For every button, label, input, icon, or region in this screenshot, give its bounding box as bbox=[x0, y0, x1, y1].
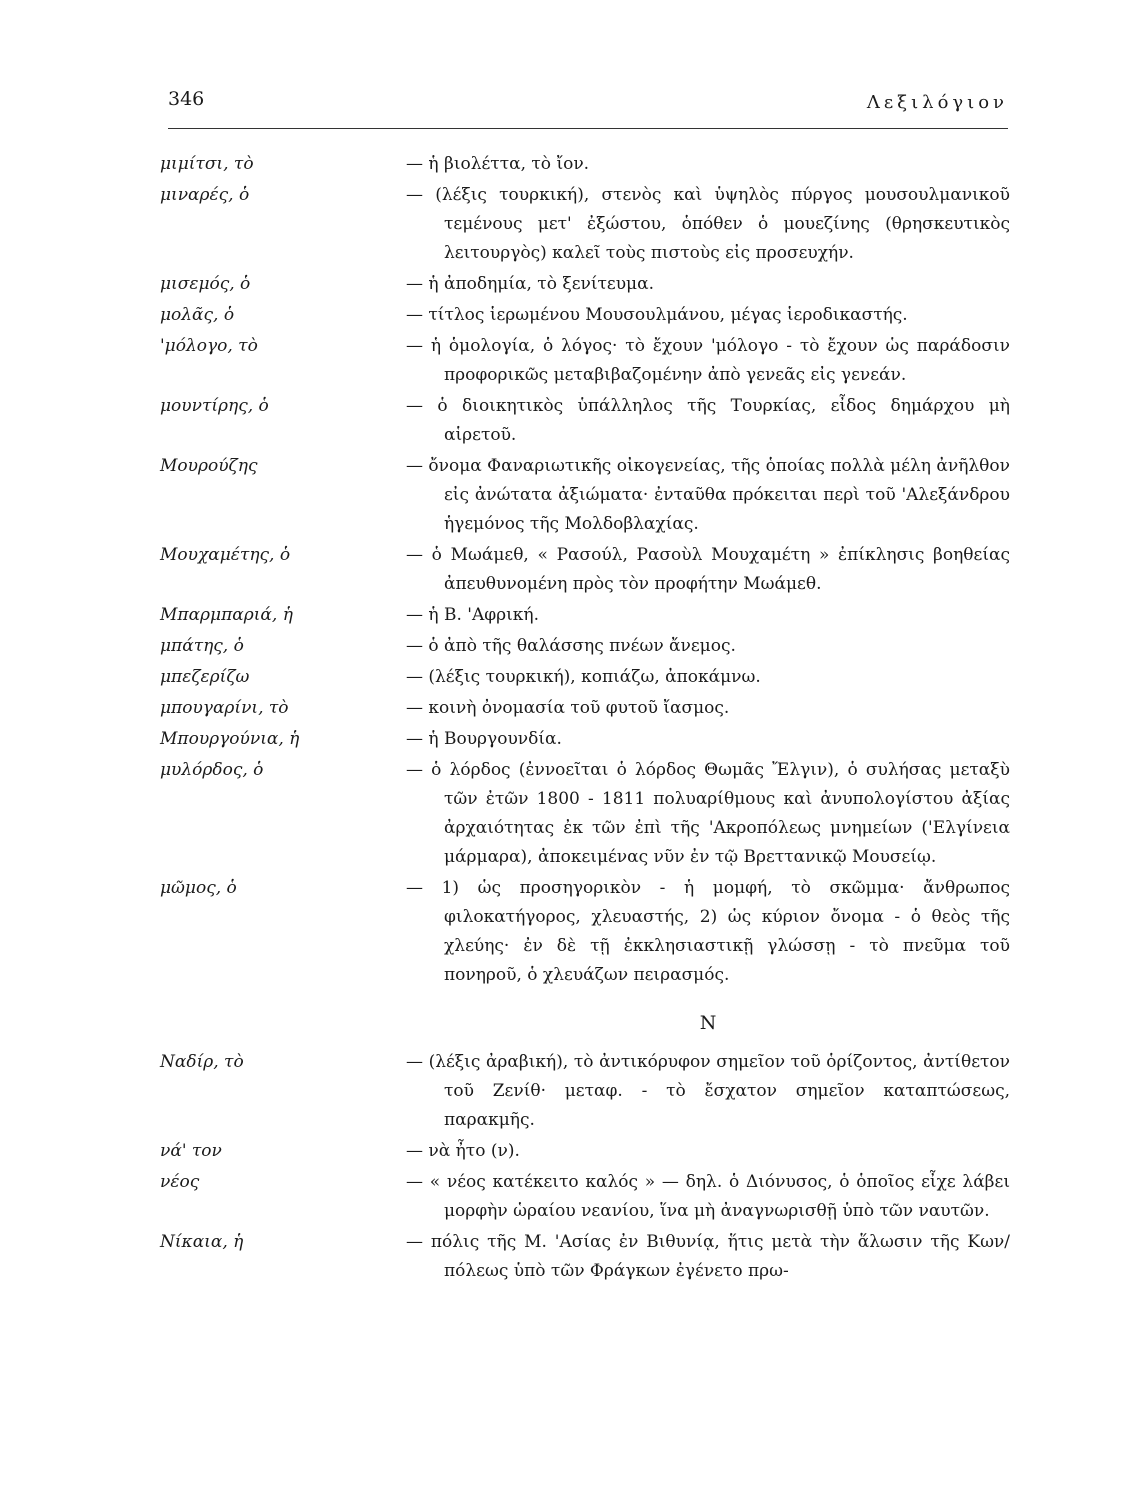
entry-definition: — « νέος κατέκειτο καλός » — δηλ. ὁ Διόνυσος, ὁ ὁποῖος εἶχε λάβει μορφὴν ὡραίου νεανίου, ἵνα μὴ ἀναγνωρισθῇ ὑπὸ τῶν ναυτῶν. bbox=[406, 1172, 1010, 1221]
glossary-entries bbox=[160, 150, 1010, 1288]
entry-definition: — τίτλος ἱερωμένου Μουσουλμάνου, μέγας ἱεροδικαστής. bbox=[406, 305, 908, 325]
entries-section-m bbox=[160, 150, 1010, 990]
glossary-entry bbox=[160, 694, 1010, 723]
glossary-entry bbox=[160, 632, 1010, 661]
entry-definition: — κοινὴ ὀνομασία τοῦ φυτοῦ ἴασμος. bbox=[406, 698, 730, 718]
glossary-entry bbox=[160, 541, 1010, 599]
entry-term: μπουγαρίνι, τὸ bbox=[160, 698, 289, 718]
running-title: Λεξιλόγιον bbox=[866, 92, 1008, 113]
glossary-entry bbox=[160, 1137, 1010, 1166]
entry-term: μπάτης, ὁ bbox=[160, 636, 244, 656]
entry-term: μυλόρδος, ὁ bbox=[160, 760, 264, 780]
glossary-entry bbox=[160, 663, 1010, 692]
entry-definition: — πόλις τῆς Μ. 'Ασίας ἐν Βιθυνίᾳ, ἥτις μετὰ τὴν ἅλωσιν τῆς Κων/πόλεως ὑπὸ τῶν Φράγκων ἐγένετο πρω- bbox=[406, 1232, 1010, 1281]
glossary-entry bbox=[160, 332, 1010, 390]
glossary-entry bbox=[160, 270, 1010, 299]
page-header bbox=[168, 88, 1008, 129]
entry-term: Ναδίρ, τὸ bbox=[160, 1052, 244, 1072]
entry-definition: — ἡ ἀποδημία, τὸ ξενίτευμα. bbox=[406, 274, 654, 294]
entry-definition: — (λέξις τουρκική), κοπιάζω, ἀποκάμνω. bbox=[406, 667, 761, 687]
entry-term: μιναρές, ὁ bbox=[160, 185, 250, 205]
entry-definition: — (λέξις ἀραβική), τὸ ἀντικόρυφον σημεῖον τοῦ ὁρίζοντος, ἀντίθετον τοῦ Ζενίθ· μεταφ. - τὸ ἔσχατον σημεῖον καταπτώσεως, παρακμῆς. bbox=[406, 1052, 1010, 1130]
page-number: 346 bbox=[168, 88, 205, 110]
entry-definition: — νὰ ἦτο (ν). bbox=[406, 1141, 520, 1161]
entry-term: 'μόλογο, τὸ bbox=[160, 336, 258, 356]
entry-definition: — ἡ βιολέττα, τὸ ἴον. bbox=[406, 154, 590, 174]
entry-definition: — ὁ διοικητικὸς ὑπάλληλος τῆς Τουρκίας, εἶδος δημάρχου μὴ αἱρετοῦ. bbox=[406, 396, 1010, 445]
entry-definition: — ἡ ὁμολογία, ὁ λόγος· τὸ ἔχουν 'μόλογο - τὸ ἔχουν ὡς παράδοσιν προφορικῶς μεταβιβαζομένην ἀπὸ γενεᾶς εἰς γενεάν. bbox=[406, 336, 1010, 385]
glossary-entry bbox=[160, 301, 1010, 330]
glossary-entry bbox=[160, 181, 1010, 268]
entry-term: Μουχαμέτης, ὁ bbox=[160, 545, 291, 565]
section-letter: Ν bbox=[699, 1012, 717, 1034]
glossary-entry bbox=[160, 874, 1010, 990]
entries-section-n bbox=[160, 1048, 1010, 1286]
entry-definition: — 1) ὡς προσηγορικὸν - ἡ μομφή, τὸ σκῶμμα· ἄνθρωπος φιλοκατήγορος, χλευαστής, 2) ὡς κύριον ὄνομα - ὁ θεὸς τῆς χλεύης· ἐν δὲ τῇ ἐκκλησιαστικῇ γλώσσῃ - τὸ πνεῦμα τοῦ πονηροῦ, ὁ χλευάζων πειρασμός. bbox=[406, 878, 1010, 985]
entry-definition: — (λέξις τουρκική), στενὸς καὶ ὑψηλὸς πύργος μουσουλμανικοῦ τεμένους μετ' ἐξώστου, ὁπόθεν ὁ μουεζίνης (θρησκευτικὸς λειτουργὸς) καλεῖ τοὺς πιστοὺς εἰς προσευχήν. bbox=[406, 185, 1010, 263]
entry-definition: — ἡ Βουργουνδία. bbox=[406, 729, 562, 749]
entry-definition: — ὁ λόρδος (ἐννοεῖται ὁ λόρδος Θωμᾶς Ἔλγιν), ὁ συλήσας μεταξὺ τῶν ἐτῶν 1800 - 1811 πολυαρίθμους καὶ ἀνυπολογίστου ἀξίας ἀρχαιότητας ἐκ τῶν ἐπὶ τῆς 'Ακροπόλεως μνημείων ('Ελγίνεια μάρμαρα), ἀποκειμένας νῦν ἐν τῷ Βρεττανικῷ Μουσείῳ. bbox=[406, 760, 1010, 867]
entry-term: Μπουργούνια, ἡ bbox=[160, 729, 300, 749]
entry-definition: — ὄνομα Φαναριωτικῆς οἰκογενείας, τῆς ὁποίας πολλὰ μέλη ἀνῆλθον εἰς ἀνώτατα ἀξιώματα· ἐνταῦθα πρόκειται περὶ τοῦ 'Αλεξάνδρου ἡγεμόνος τῆς Μολδοβλαχίας. bbox=[406, 456, 1010, 534]
entry-term: μιμίτσι, τὸ bbox=[160, 154, 254, 174]
entry-term: Νίκαια, ἡ bbox=[160, 1232, 244, 1252]
entry-term: μπεζερίζω bbox=[160, 667, 250, 687]
entry-term: Μουρούζης bbox=[160, 456, 258, 476]
entry-definition: — ἡ Β. 'Αφρική. bbox=[406, 605, 540, 625]
entry-term: μισεμός, ὁ bbox=[160, 274, 251, 294]
glossary-entry bbox=[160, 1228, 1010, 1286]
entry-definition: — ὁ ἀπὸ τῆς θαλάσσης πνέων ἄνεμος. bbox=[406, 636, 736, 656]
glossary-entry bbox=[160, 150, 1010, 179]
entry-term: Μπαρμπαριά, ἡ bbox=[160, 605, 293, 625]
entry-term: νέος bbox=[160, 1172, 200, 1192]
glossary-entry bbox=[160, 392, 1010, 450]
entry-term: μουντίρης, ὁ bbox=[160, 396, 269, 416]
glossary-entry bbox=[160, 725, 1010, 754]
entry-definition: — ὁ Μωάμεθ, « Ρασούλ, Ρασοὺλ Μουχαμέτη » ἐπίκλησις βοηθείας ἀπευθυνομένη πρὸς τὸν προφήτην Μωάμεθ. bbox=[406, 545, 1010, 594]
entry-term: νά' τον bbox=[160, 1141, 222, 1161]
glossary-entry bbox=[160, 1168, 1010, 1226]
entry-term: μῶμος, ὁ bbox=[160, 878, 237, 898]
glossary-entry bbox=[160, 601, 1010, 630]
entry-term: μολᾶς, ὁ bbox=[160, 305, 235, 325]
glossary-entry bbox=[160, 452, 1010, 539]
glossary-entry bbox=[160, 1048, 1010, 1135]
glossary-entry bbox=[160, 756, 1010, 872]
